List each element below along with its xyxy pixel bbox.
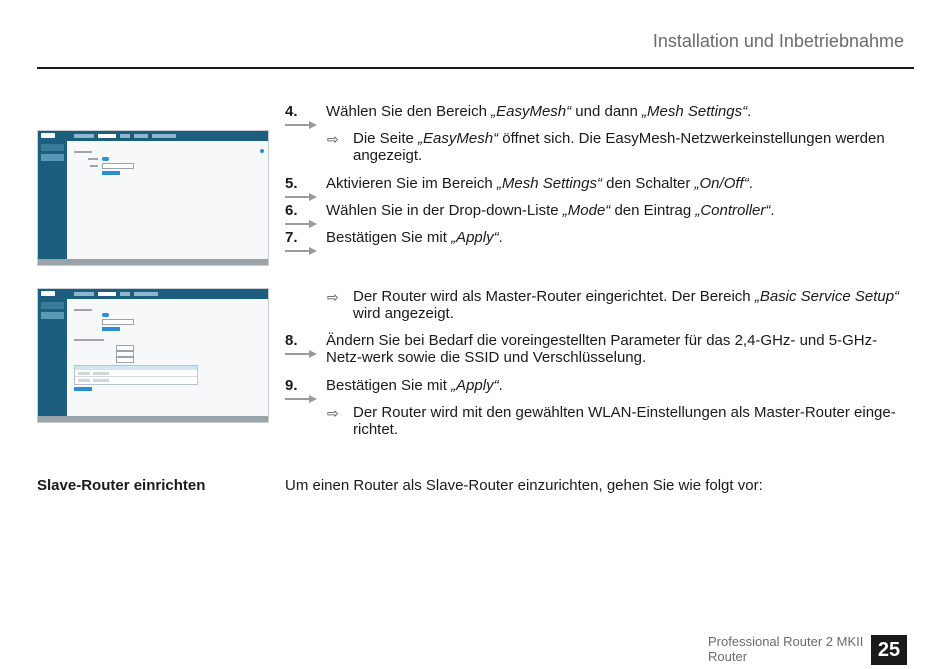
screenshot-table-row — [75, 376, 197, 377]
screenshot-help-icon — [260, 149, 264, 153]
text: den Schalter — [601, 175, 695, 192]
text: Wählen Sie in der Drop-down-Liste — [326, 202, 563, 219]
screenshot-dropdown — [116, 357, 134, 363]
step-text: Ändern Sie bei Bedarf die voreingestellten Parameter für das 2,4-GHz- und 5-GHz-Netz-werk sowie die SSID und Verschlüsselung. — [326, 332, 878, 366]
screenshot-sidebar — [38, 299, 67, 416]
step-number: 4. — [285, 103, 298, 120]
screenshot-table-cell — [93, 379, 109, 382]
screenshot-toggle — [102, 157, 109, 161]
screenshot-dropdown — [102, 163, 134, 169]
header-divider — [37, 67, 914, 69]
arrow-right-icon — [285, 193, 317, 201]
hollow-arrow-right-icon: ⇨ — [327, 131, 339, 147]
text: Aktivieren Sie im Bereich — [326, 175, 497, 192]
step-number: 7. — [285, 229, 298, 246]
step-number: 5. — [285, 175, 298, 192]
italic-term: „Apply“ — [451, 377, 499, 394]
footer-category: Router — [708, 649, 748, 664]
screenshot-tab — [120, 134, 130, 138]
step-text — [326, 202, 906, 219]
screenshot-label — [74, 309, 92, 311]
hollow-arrow-right-icon: ⇨ — [327, 289, 339, 305]
step-text — [326, 103, 906, 120]
screenshot-topbar — [38, 289, 268, 299]
screenshot-tab-active — [98, 292, 116, 296]
screenshot-label — [74, 151, 92, 153]
text: Bestätigen Sie mit — [326, 377, 452, 394]
step-number: 9. — [285, 377, 298, 394]
text: Die Seite — [353, 130, 419, 147]
footer-product-name: Professional Router 2 MKII — [708, 634, 864, 649]
text: Wählen Sie den Bereich — [326, 103, 492, 120]
screenshot-sidebar-item — [41, 144, 64, 151]
text: und dann — [571, 103, 643, 120]
screenshot-sidebar — [38, 141, 67, 259]
step-text — [326, 377, 906, 394]
screenshot-sidebar-item — [41, 302, 64, 309]
screenshot-ssid-table — [74, 365, 198, 385]
result-text — [353, 288, 908, 322]
italic-term: „Mesh Settings“ — [496, 175, 602, 192]
screenshot-topbar — [38, 131, 268, 141]
screenshot-table-cell — [78, 372, 90, 375]
text: . — [747, 103, 752, 120]
screenshot-apply-button — [102, 171, 120, 175]
screenshot-apply-button — [74, 387, 92, 391]
screenshot-table-cell — [93, 372, 109, 375]
screenshot-table-cell — [78, 379, 90, 382]
step-number: 8. — [285, 332, 298, 349]
text: wird angezeigt. — [353, 305, 454, 322]
screenshot-sidebar-item-selected — [41, 312, 64, 319]
text: öffnet sich. Die EasyMesh-Netzwerkeinstellungen werden angezeigt. — [353, 130, 885, 164]
step-text — [326, 175, 906, 192]
screenshot-dropdown — [102, 319, 134, 325]
router-screenshot-basic-service-setup — [37, 288, 269, 423]
text: Bestätigen Sie mit — [326, 229, 452, 246]
step-number: 6. — [285, 202, 298, 219]
arrow-right-icon — [285, 350, 317, 358]
text: Der Router wird als Master-Router eingerichtet. Der Bereich — [353, 288, 755, 305]
step-text — [326, 229, 906, 246]
arrow-right-icon — [285, 121, 317, 129]
hollow-arrow-right-icon: ⇨ — [327, 405, 339, 421]
text: . — [748, 175, 753, 192]
arrow-right-icon — [285, 247, 317, 255]
screenshot-apply-button — [102, 327, 120, 331]
page-header-title: Installation und Inbetriebnahme — [652, 31, 904, 51]
screenshot-label — [90, 165, 98, 167]
section-intro: Um einen Router als Slave-Router einzurichten, gehen Sie wie folgt vor: — [285, 477, 763, 494]
italic-term: „On/Off“ — [694, 175, 749, 192]
screenshot-toggle — [102, 313, 109, 317]
screenshot-tab — [120, 292, 130, 296]
arrow-right-icon — [285, 395, 317, 403]
italic-term: „Apply“ — [451, 229, 499, 246]
screenshot-tab — [74, 292, 94, 296]
screenshot-tab-active — [98, 134, 116, 138]
screenshot-tab — [134, 292, 158, 296]
footer-product — [708, 634, 863, 664]
italic-term: „Mesh Settings“ — [642, 103, 748, 120]
italic-term: „Mode“ — [562, 202, 611, 219]
text: . — [498, 377, 503, 394]
italic-term: „Controller“ — [695, 202, 771, 219]
italic-term: „EasyMesh“ — [418, 130, 499, 147]
text: den Eintrag — [610, 202, 696, 219]
italic-term: „EasyMesh“ — [491, 103, 572, 120]
result-text — [353, 130, 908, 164]
screenshot-label — [74, 339, 104, 341]
screenshot-logo — [41, 133, 55, 138]
text: . — [770, 202, 775, 219]
text: . — [498, 229, 503, 246]
screenshot-tab — [152, 134, 176, 138]
screenshot-logo — [41, 291, 55, 296]
screenshot-sidebar-item-selected — [41, 154, 64, 161]
screenshot-table-header — [75, 366, 197, 370]
result-text: Der Router wird mit den gewählten WLAN-Einstellungen als Master-Router einge-richtet. — [353, 404, 896, 438]
italic-term: „Basic Service Setup“ — [754, 288, 900, 305]
router-screenshot-mesh-settings — [37, 130, 269, 266]
screenshot-statusbar — [38, 416, 268, 422]
page-number-badge: 25 — [871, 635, 907, 665]
screenshot-label — [88, 158, 98, 160]
screenshot-tab — [74, 134, 94, 138]
screenshot-statusbar — [38, 259, 268, 265]
section-heading: Slave-Router einrichten — [37, 477, 206, 494]
screenshot-tab — [134, 134, 148, 138]
arrow-right-icon — [285, 220, 317, 228]
